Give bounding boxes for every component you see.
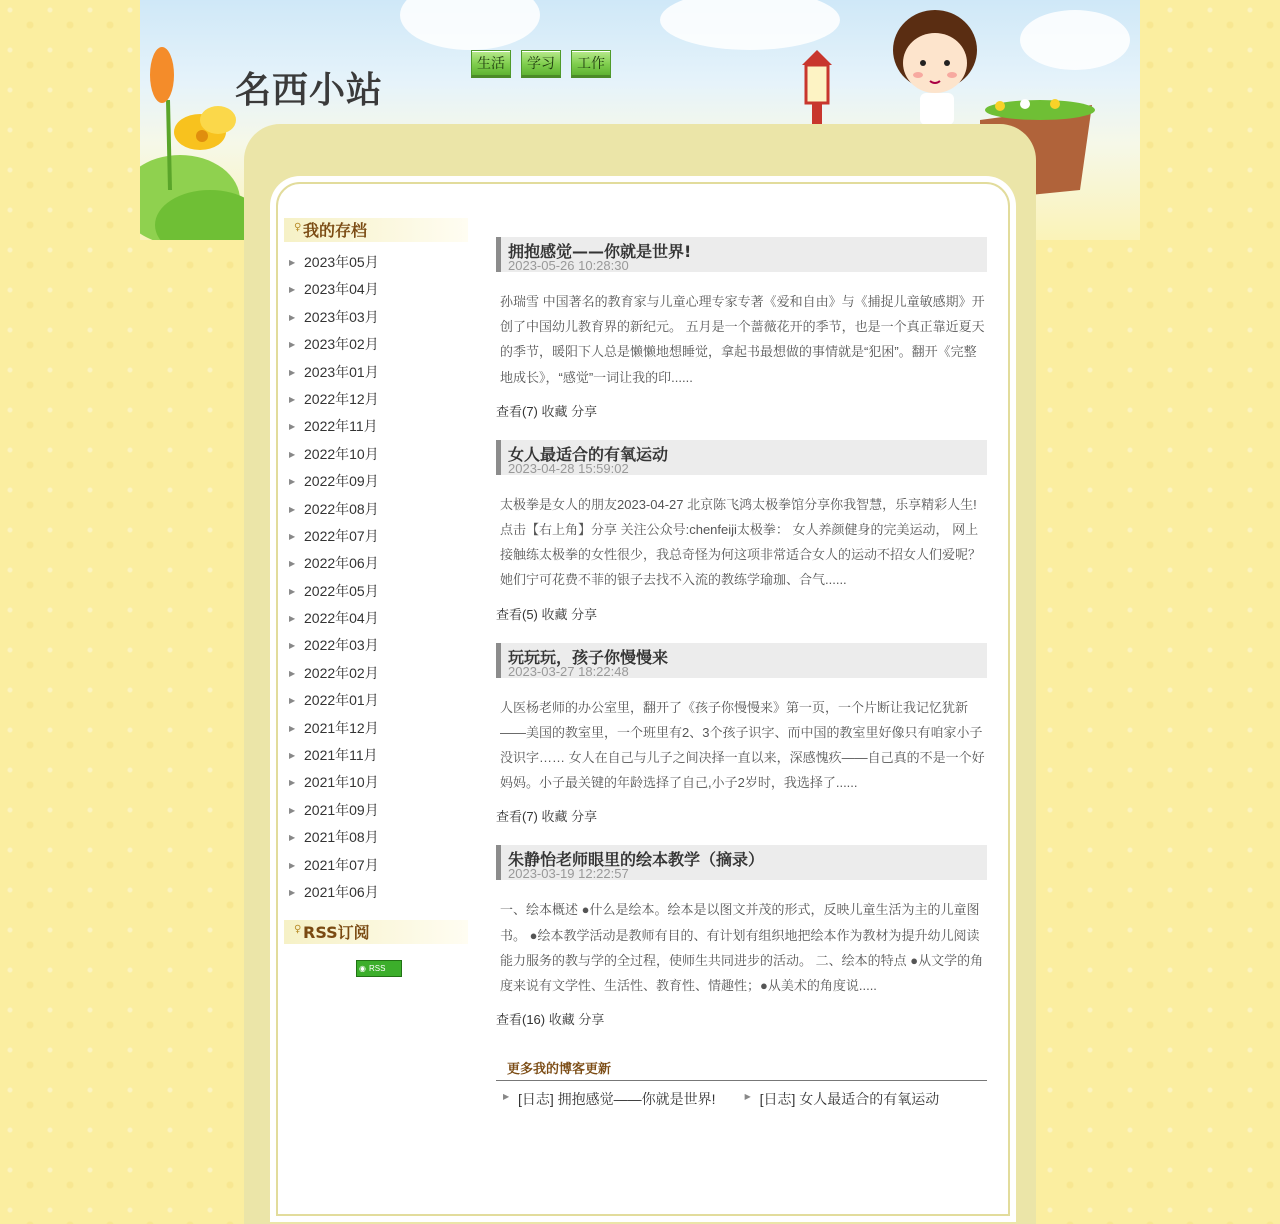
favorite-link[interactable]: 收藏 [541,809,568,825]
triangle-right-icon: ▶ [289,614,296,624]
post-meta [496,1009,987,1028]
archive-item[interactable]: ▶ 2022年06月 [284,551,468,578]
triangle-right-icon: ▶ [289,340,296,350]
rss-subscribe-button[interactable]: ◉ RSS [356,960,402,977]
nav-life[interactable]: 生活 [471,50,511,78]
post-excerpt: 人医杨老师的办公室里，翻开了《孩子你慢慢来》第一页，一个片断让我记忆犹新——美国的教室里，一个班里有2、3个孩子识字、而中国的教室里好像只有咱家小子没识字…… 女人在自己与儿子之间决择一直以来，深感愧疚——自己真的不是一个好妈妈。小子最关键的年龄选择了自己,小子2岁时，我选择了...... [500,699,985,791]
post-title[interactable]: 朱静怡老师眼里的绘本教学（摘录） [508,850,765,870]
share-link[interactable]: 分享 [571,403,598,419]
nav-work[interactable]: 工作 [571,50,611,78]
more-updates-heading: 更多我的博客更新 [496,1058,987,1081]
nav-study[interactable]: 学习 [521,50,561,78]
post-title[interactable]: 玩玩玩，孩子你慢慢来 [508,647,669,667]
post-list [496,237,987,1109]
archive-item[interactable]: ▶ 2022年10月 [284,442,468,469]
triangle-right-icon: ▶ [289,723,296,733]
triangle-right-icon: ▶ [289,751,296,761]
triangle-right-icon: ▶ [289,367,296,377]
post-header [496,237,987,272]
post-date: 2023-03-19 12:22:57 [508,866,629,882]
post-item [496,845,987,1028]
triangle-right-icon: ▶ [289,559,296,569]
post-header [496,643,987,678]
triangle-right-icon: ▶ [289,887,296,897]
bulb-icon: ♀ [294,222,302,233]
archive-item[interactable]: ▶ 2023年05月 [284,250,468,277]
triangle-right-icon: ▶ [289,504,296,514]
rss-icon: ◉ [359,964,366,974]
archive-item[interactable]: ▶ 2022年02月 [284,661,468,688]
post-meta [496,401,987,420]
post-header [496,845,987,880]
archive-item[interactable]: ▶ 2022年09月 [284,469,468,496]
view-count-link[interactable]: 查看(5) [496,606,538,622]
archive-item[interactable]: ▶ 2022年01月 [284,688,468,715]
rss-heading [284,920,468,944]
archive-item[interactable]: ▶ 2021年08月 [284,825,468,852]
triangle-right-icon: ▶ [289,312,296,322]
post-item [496,237,987,420]
post-item [496,643,987,826]
post-date: 2023-03-27 18:22:48 [508,663,629,679]
more-update-item[interactable]: ▶ [日志] 拥抱感觉——你就是世界! [503,1091,716,1108]
triangle-right-icon: ▶ [503,1092,510,1102]
more-update-item[interactable]: ▶ [日志] 女人最适合的有氧运动 [744,1091,940,1108]
archive-item[interactable]: ▶ 2021年11月 [284,743,468,770]
archive-item[interactable]: ▶ 2022年11月 [284,414,468,441]
cloud-decoration [400,0,540,50]
archive-heading [284,218,468,242]
post-excerpt: 一、绘本概述 ●什么是绘本。绘本是以图文并茂的形式，反映儿童生活为主的儿童图书。 ●绘本教学活动是教师有目的、有计划有组织地把绘本作为教材为提升幼儿阅读能力服务的教与学的全过程，使师生共同进步的活动。 二、绘本的特点 ●从文学的角度来说有文学性、生活性、教育性、情趣性；●从美术的角度说..... [500,902,984,994]
archive-item[interactable]: ▶ 2022年12月 [284,387,468,414]
main-nav [471,50,611,78]
lantern-decoration [792,45,842,130]
triangle-right-icon: ▶ [289,833,296,843]
archive-item[interactable]: ▶ 2021年09月 [284,798,468,825]
triangle-right-icon: ▶ [289,449,296,459]
triangle-right-icon: ▶ [289,696,296,706]
triangle-right-icon: ▶ [289,477,296,487]
favorite-link[interactable]: 收藏 [548,1012,575,1028]
archive-item[interactable]: ▶ 2022年03月 [284,633,468,660]
triangle-right-icon: ▶ [289,805,296,815]
more-updates-list [496,1089,987,1109]
bulb-icon: ♀ [294,924,302,936]
triangle-right-icon: ▶ [744,1092,751,1102]
archive-title: 我的存档 [303,221,368,240]
triangle-right-icon: ▶ [289,641,296,651]
view-count-link[interactable]: 查看(7) [496,809,538,825]
archive-item[interactable]: ▶ 2021年12月 [284,716,468,743]
triangle-right-icon: ▶ [289,668,296,678]
archive-item[interactable]: ▶ 2021年06月 [284,880,468,907]
post-date: 2023-04-28 15:59:02 [508,460,629,476]
archive-item[interactable]: ▶ 2023年02月 [284,332,468,359]
triangle-right-icon: ▶ [289,258,296,267]
post-title[interactable]: 拥抱感觉——你就是世界! [508,242,692,261]
share-link[interactable]: 分享 [578,1012,605,1028]
archive-item[interactable]: ▶ 2021年07月 [284,853,468,880]
archive-item[interactable]: ▶ 2021年10月 [284,770,468,797]
post-excerpt: 太极拳是女人的朋友2023-04-27 北京陈飞鸿太极拳馆分享你我智慧，乐享精彩人生!点击【右上角】分享 关注公众号:chenfeiji太极拳： 女人养颜健身的完美运动， 网上接触练太极拳的女性很少，我总奇怪为何这项非常适合女人的运动不招女人们爱呢？她们宁可花费不菲的银子去找不入流的教练学瑜珈、合气...... [500,496,982,588]
triangle-right-icon: ▶ [289,778,296,788]
triangle-right-icon: ▶ [289,422,296,432]
archive-item[interactable]: ▶ 2022年04月 [284,606,468,633]
sidebar [284,218,468,977]
cloud-decoration [1020,10,1130,70]
post-meta [496,806,987,825]
archive-item[interactable]: ▶ 2023年03月 [284,305,468,332]
triangle-right-icon: ▶ [289,531,296,541]
post-excerpt: 孙瑞雪 中国著名的教育家与儿童心理专家专著《爱和自由》与《捕捉儿童敏感期》开创了中国幼儿教育界的新纪元。 五月是一个蔷薇花开的季节，也是一个真正靠近夏天的季节，暖阳下人总是懒懒地想睡觉，拿起书最想做的事情就是“犯困”。翻开《完整地成长》，“感觉”一词让我的印...... [500,294,985,385]
favorite-link[interactable]: 收藏 [541,606,568,622]
post-title[interactable]: 女人最适合的有氧运动 [508,444,669,464]
triangle-right-icon: ▶ [289,394,296,404]
share-link[interactable]: 分享 [571,606,598,622]
archive-item[interactable]: ▶ 2023年01月 [284,360,468,387]
archive-item[interactable]: ▶ 2022年08月 [284,497,468,524]
archive-item[interactable]: ▶ 2022年05月 [284,579,468,606]
post-header [496,440,987,475]
post-date: 2023-05-26 10:28:30 [508,258,629,273]
cloud-decoration [660,0,840,50]
archive-item[interactable]: ▶ 2022年07月 [284,524,468,551]
favorite-link[interactable]: 收藏 [541,403,568,419]
triangle-right-icon: ▶ [289,586,296,596]
rss-title: RSS订阅 [303,923,370,943]
view-count-link[interactable]: 查看(16) [496,1012,546,1028]
girl-illustration [890,5,990,125]
post-meta [496,604,987,623]
triangle-right-icon: ▶ [289,285,296,295]
view-count-link[interactable]: 查看(7) [496,403,538,419]
post-item [496,440,987,623]
triangle-right-icon: ▶ [289,860,296,870]
share-link[interactable]: 分享 [571,809,598,825]
site-title[interactable]: 名西小站 [235,70,384,111]
archive-list [284,250,468,907]
archive-item[interactable]: ▶ 2023年04月 [284,277,468,304]
